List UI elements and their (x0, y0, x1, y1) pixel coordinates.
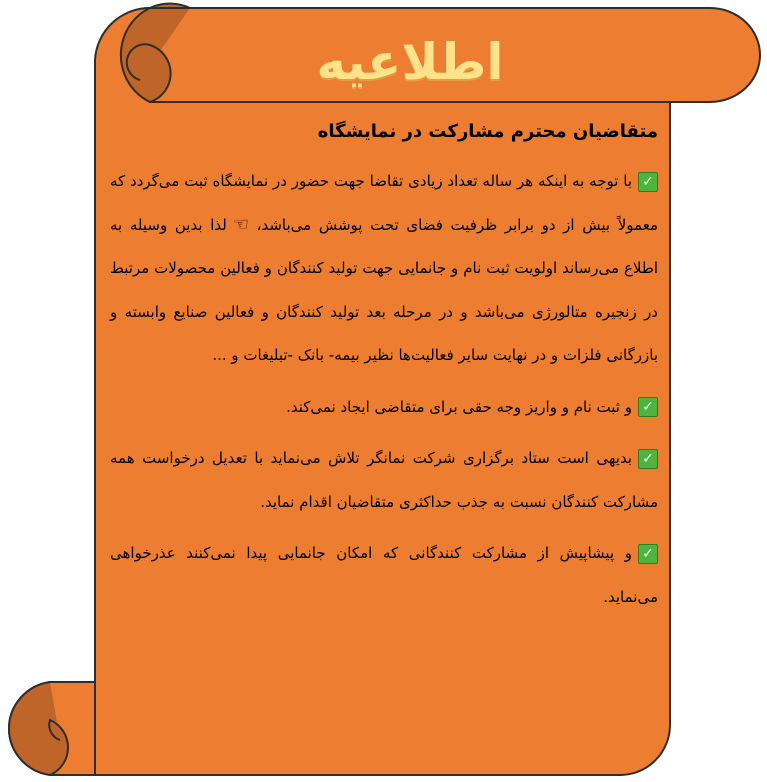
notice-subtitle: متقاضیان محترم مشارکت در نمایشگاه (317, 121, 658, 142)
checkbox-icon: ✓ (638, 544, 658, 564)
notice-paragraph-3 (110, 437, 658, 524)
notice-body (110, 112, 658, 627)
paragraph-1-text: با توجه به اینکه هر ساله تعداد زیادی تقاضا جهت حضور در نمایشگاه ثبت می‌گردد که معمولاً بیش از دو برابر ظرفیت فضای تحت پوشش می‌باشد، (110, 172, 658, 234)
notice-paragraph-4 (110, 532, 658, 619)
checkbox-icon: ✓ (638, 172, 658, 192)
notice-title: اطلاعیه (316, 33, 504, 91)
paragraph-1-continuation: لذا بدین وسیله به اطلاع می‌رساند اولویت ثبت نام و جانمایی جهت تولید کنندگان و فعالین محصولات مرتبط در زنجیره متالورژی می‌باشد و در مرحله بعد تولید کنندگان و فعالین صنایع وابسته و بازرگانی فلزات و در نهایت سایر فعالیت‌ها نظیر بیمه- بانک -تبلیغات و ... (110, 215, 658, 364)
paragraph-3-text: بدیهی است ستاد برگزاری شرکت نمانگر تلاش می‌نماید با تعدیل درخواست همه مشارکت کنندگان نسبت به جذب حداکثری متقاضیان اقدام نماید. (110, 449, 658, 511)
notice-paragraph-1 (110, 160, 658, 378)
notice-paragraph-2 (110, 386, 658, 430)
paragraph-4-text: و پیشاپیش از مشارکت کنندگانی که امکان جانمایی پیدا نمی‌کنند عذرخواهی می‌نماید. (110, 544, 658, 606)
checkbox-icon: ✓ (638, 397, 658, 417)
paragraph-2-text: و ثبت نام و واریز وجه حقی برای متقاضی ایجاد نمی‌کند. (286, 397, 632, 416)
checkbox-icon: ✓ (638, 449, 658, 469)
hand-pointing-icon: ☜ (232, 214, 249, 235)
